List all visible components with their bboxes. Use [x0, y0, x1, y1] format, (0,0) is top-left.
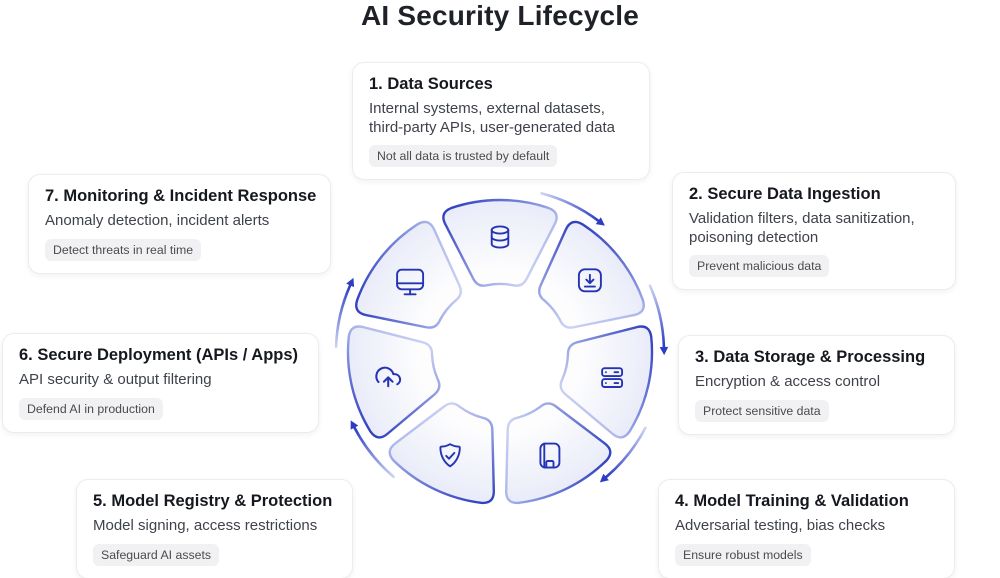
card-badge: Prevent malicious data — [689, 255, 829, 277]
card-badge: Not all data is trusted by default — [369, 145, 557, 167]
card-badge: Protect sensitive data — [695, 400, 829, 422]
card-secure-data-ingestion — [672, 172, 956, 290]
card-badge: Ensure robust models — [675, 544, 811, 566]
card-badge: Detect threats in real time — [45, 239, 201, 261]
lifecycle-wheel-svg — [310, 162, 690, 542]
card-badge: Defend AI in production — [19, 398, 163, 420]
wheel-segment-1 — [443, 200, 556, 286]
card-title: 1. Data Sources — [369, 75, 493, 93]
card-title: 3. Data Storage & Processing — [695, 348, 926, 366]
card-badge: Safeguard AI assets — [93, 544, 219, 566]
card-model-training-validation — [658, 479, 955, 578]
card-description: Anomaly detection, incident alerts — [45, 212, 270, 229]
card-data-storage-processing — [678, 335, 955, 435]
card-secure-deployment — [2, 333, 319, 433]
card-description: Encryption & access control — [695, 373, 881, 390]
card-description: Adversarial testing, bias checks — [675, 517, 886, 534]
card-title: 4. Model Training & Validation — [675, 492, 909, 510]
page-title: AI Security Lifecycle — [360, 0, 640, 31]
wheel-segment-7 — [356, 222, 461, 328]
card-title: 7. Monitoring & Incident Response — [45, 187, 317, 205]
card-description: Model signing, access restrictions — [93, 517, 318, 534]
card-description: Internal systems, external datasets, third-party APIs, user-generated data — [369, 100, 615, 136]
card-description: API security & output filtering — [19, 371, 212, 388]
card-description: Validation filters, data sanitization, poisoning detection — [689, 210, 915, 246]
card-title: 2. Secure Data Ingestion — [689, 185, 881, 203]
lifecycle-wheel — [310, 162, 690, 542]
card-title: 5. Model Registry & Protection — [93, 492, 333, 510]
card-monitoring-incident-response — [28, 174, 331, 274]
wheel-segment-2 — [539, 222, 644, 328]
card-title: 6. Secure Deployment (APIs / Apps) — [19, 346, 299, 364]
